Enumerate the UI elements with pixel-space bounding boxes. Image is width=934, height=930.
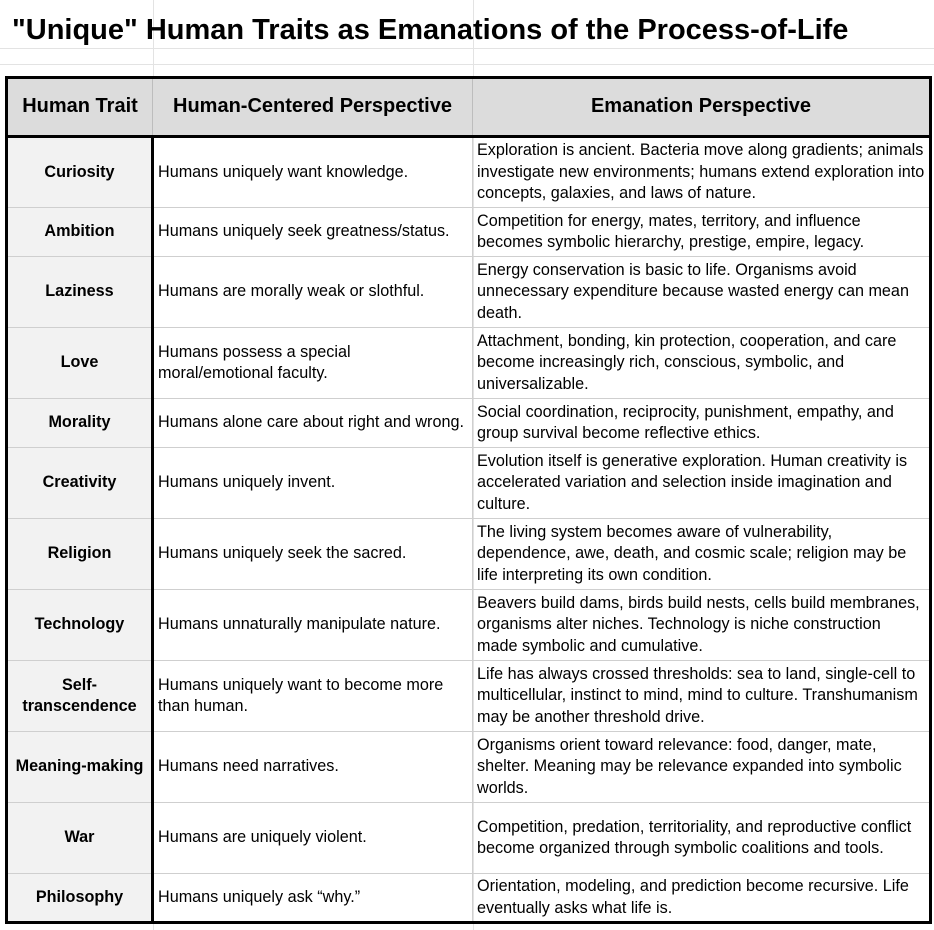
emanation-cell[interactable]: Competition, predation, territoriality, and reproductive conflict become organized through symbolic coalitions and tools. [473, 803, 931, 874]
human-centered-cell[interactable]: Humans unnaturally manipulate nature. [153, 590, 473, 661]
table-row [7, 590, 931, 661]
trait-cell[interactable]: Religion [7, 519, 153, 590]
human-centered-cell[interactable]: Humans need narratives. [153, 732, 473, 803]
header-human-centered[interactable]: Human-Centered Perspective [153, 78, 473, 137]
traits-table [5, 76, 932, 924]
human-centered-cell[interactable]: Humans uniquely invent. [153, 448, 473, 519]
emanation-cell[interactable]: Energy conservation is basic to life. Organisms avoid unnecessary expenditure because wasted energy can mean death. [473, 257, 931, 328]
trait-cell[interactable]: Meaning-making [7, 732, 153, 803]
human-centered-cell[interactable]: Humans alone care about right and wrong. [153, 399, 473, 448]
table-row [7, 874, 931, 923]
emanation-cell[interactable]: Attachment, bonding, kin protection, cooperation, and care become increasingly rich, conscious, symbolic, and universalizable. [473, 328, 931, 399]
table-row [7, 519, 931, 590]
table-row [7, 328, 931, 399]
table-row [7, 257, 931, 328]
human-centered-cell[interactable]: Humans are uniquely violent. [153, 803, 473, 874]
emanation-cell[interactable]: Orientation, modeling, and prediction become recursive. Life eventually asks what life is. [477, 877, 909, 917]
header-row [7, 78, 931, 137]
trait-cell[interactable]: War [7, 803, 153, 874]
emanation-cell[interactable]: Social coordination, reciprocity, punishment, empathy, and group survival become reflective ethics. [473, 399, 931, 448]
emanation-cell[interactable]: Competition for energy, mates, territory, and influence becomes symbolic hierarchy, prestige, empire, legacy. [473, 208, 931, 257]
sheet-title[interactable]: "Unique" Human Traits as Emanations of the Process-of-Life [12, 14, 849, 46]
table-row [7, 732, 931, 803]
trait-cell[interactable]: Ambition [7, 208, 153, 257]
emanation-cell[interactable]: Organisms orient toward relevance: food, danger, mate, shelter. Meaning may be relevance expanded into symbolic worlds. [473, 732, 931, 803]
header-human-trait[interactable]: Human Trait [7, 78, 153, 137]
sheet-gridline [0, 64, 934, 65]
emanation-cell[interactable]: Exploration is ancient. Bacteria move along gradients; animals investigate new environments; humans extend exploration into concepts, galaxies, and laws of nature. [473, 137, 931, 208]
trait-cell[interactable]: Morality [7, 399, 153, 448]
trait-cell[interactable]: Creativity [7, 448, 153, 519]
human-centered-cell[interactable]: Humans uniquely ask “why.” [153, 874, 473, 923]
emanation-cell[interactable]: Life has always crossed thresholds: sea to land, single-cell to multicellular, instinct to mind, mind to culture. Transhumanism may be another threshold drive. [473, 661, 931, 732]
table-row [7, 399, 931, 448]
emanation-cell[interactable]: Evolution itself is generative exploration. Human creativity is accelerated variation and selection inside imagination and culture. [473, 448, 931, 519]
human-centered-cell[interactable]: Humans are morally weak or slothful. [153, 257, 473, 328]
trait-cell[interactable]: Love [7, 328, 153, 399]
trait-cell[interactable]: Technology [7, 590, 153, 661]
table-row [7, 803, 931, 874]
trait-cell[interactable]: Philosophy [7, 874, 153, 923]
trait-cell[interactable]: Laziness [7, 257, 153, 328]
human-centered-cell[interactable]: Humans uniquely want to become more than human. [153, 661, 473, 732]
emanation-cell[interactable]: Beavers build dams, birds build nests, cells build membranes, organisms alter niches. Technology is niche construction made symbolic and cumulative. [473, 590, 931, 661]
emanation-cell[interactable]: The living system becomes aware of vulnerability, dependence, awe, death, and cosmic scale; religion may be life interpreting its own condition. [473, 519, 931, 590]
table-row [7, 208, 931, 257]
table-row [7, 448, 931, 519]
header-emanation[interactable]: Emanation Perspective [473, 78, 931, 137]
table-row [7, 661, 931, 732]
trait-cell[interactable]: Curiosity [7, 137, 153, 208]
human-centered-cell[interactable]: Humans uniquely want knowledge. [153, 137, 473, 208]
human-centered-cell[interactable]: Humans uniquely seek greatness/status. [153, 208, 473, 257]
human-centered-cell[interactable]: Humans possess a special moral/emotional faculty. [153, 328, 473, 399]
table-row [7, 137, 931, 208]
human-centered-cell[interactable]: Humans uniquely seek the sacred. [153, 519, 473, 590]
trait-cell[interactable]: Self-transcendence [7, 661, 153, 732]
